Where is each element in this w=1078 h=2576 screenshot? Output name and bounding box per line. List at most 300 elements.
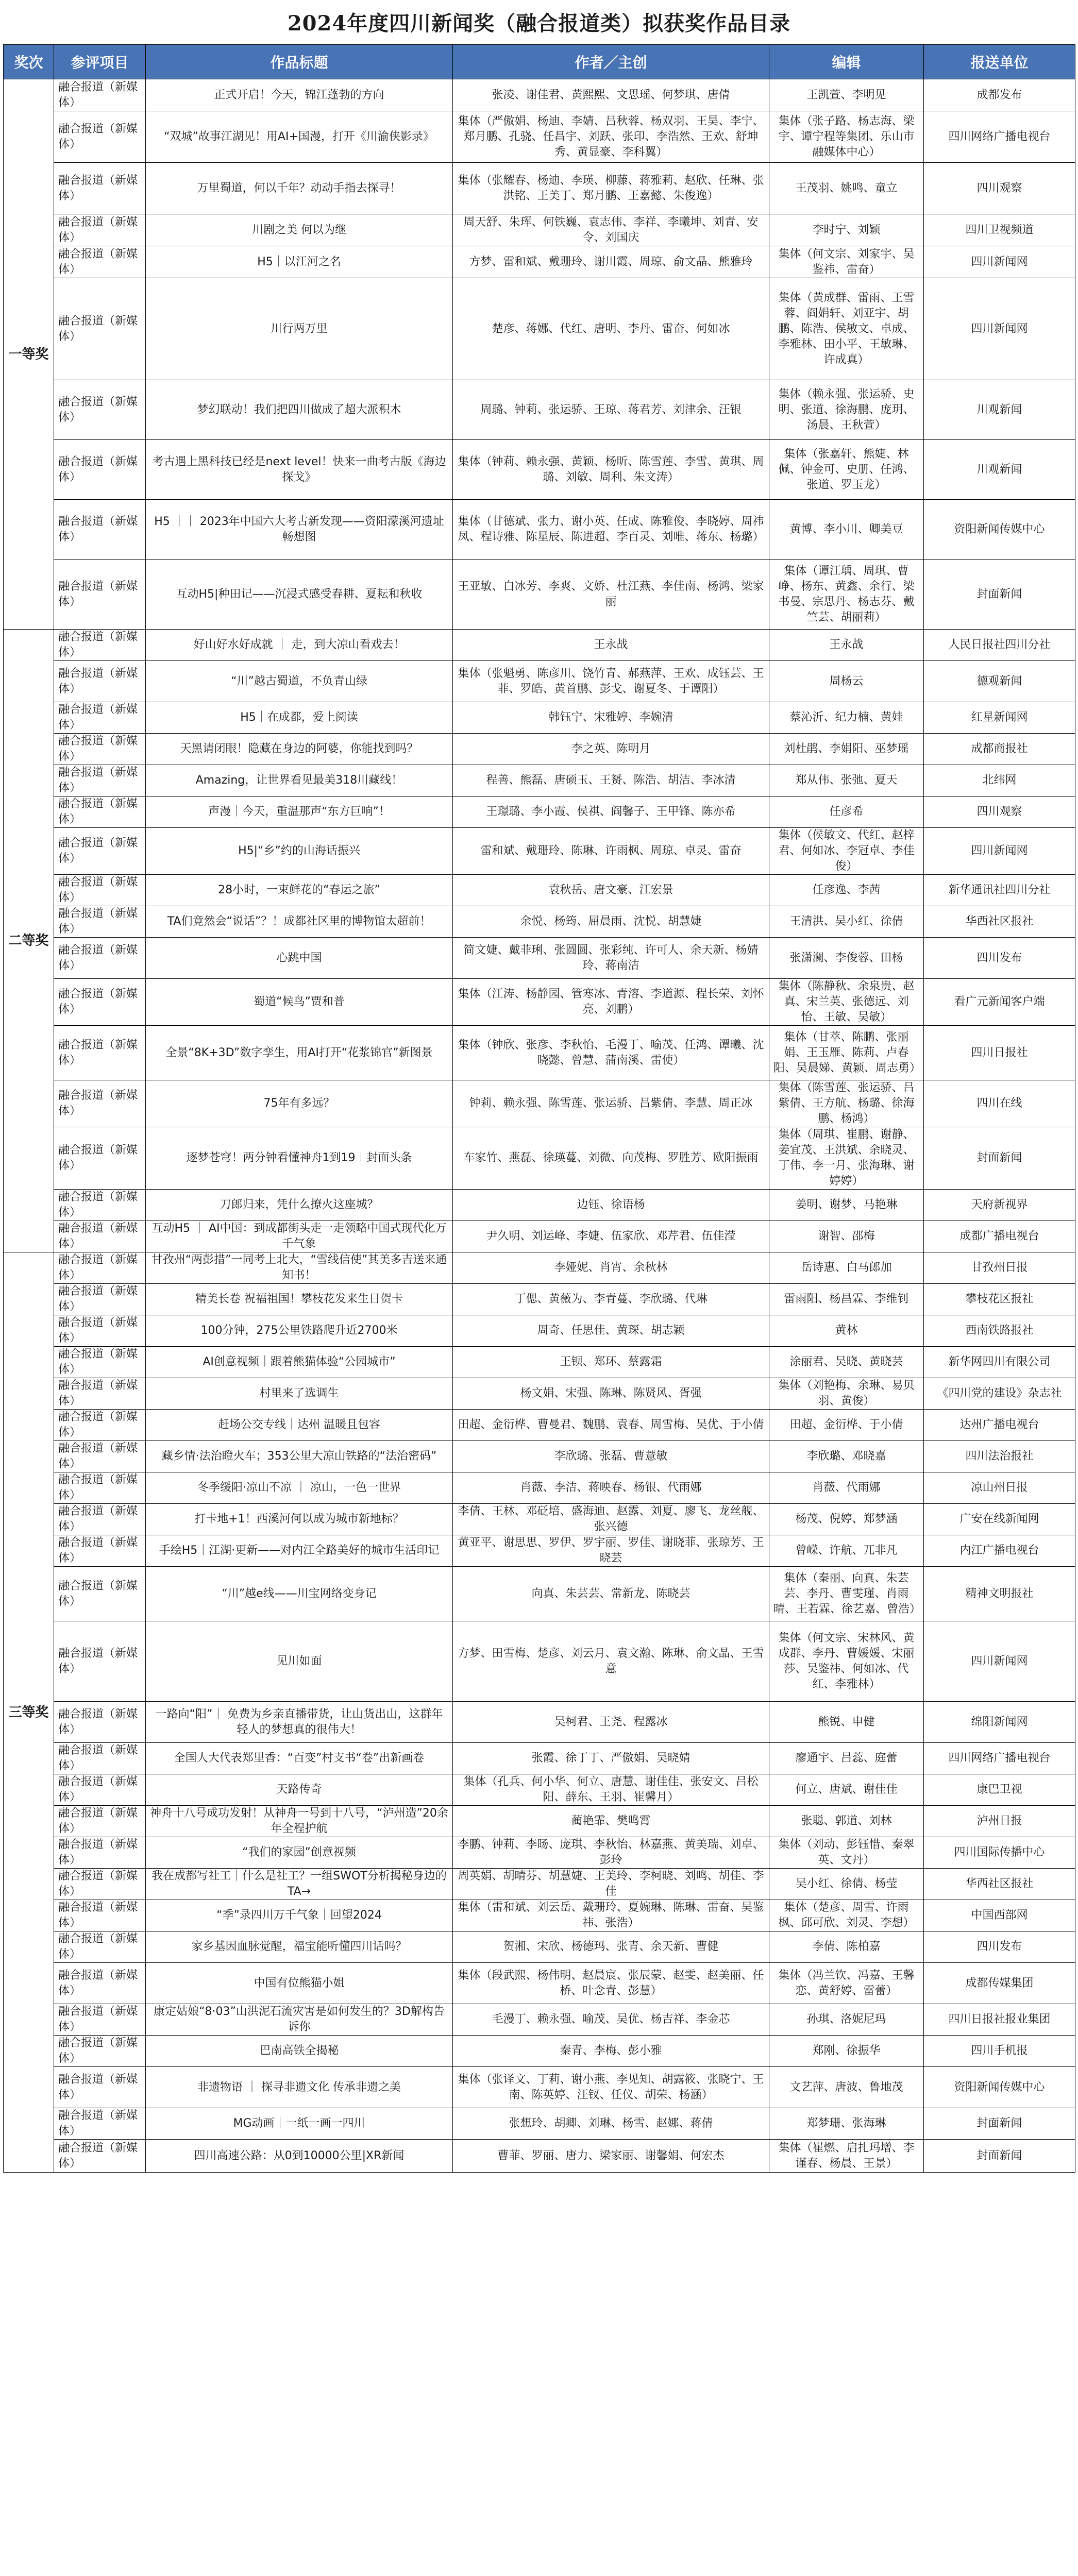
author-cell: 袁秋岳、唐文豪、江宏景 — [453, 875, 769, 906]
title-cell: 手绘H5｜江湖·更新——对内江全路美好的城市生活印记 — [146, 1535, 453, 1567]
table-row — [4, 1774, 1075, 1806]
editor-cell: 张潇澜、李俊蓉、田杨 — [769, 938, 924, 979]
author-cell: 集体（张魁勇、陈彦川、饶竹青、郝燕萍、王欢、成钰芸、王菲、罗皓、黄首鹏、彭戈、谢夏冬、于谭阳） — [453, 661, 769, 702]
unit-cell: 川观新闻 — [924, 440, 1075, 500]
editor-cell: 集体（侯敏文、代红、赵梓君、何如冰、李冠卓、李佳俊） — [769, 828, 924, 875]
category-cell: 融合报道（新媒体） — [54, 1837, 146, 1869]
category-cell: 融合报道（新媒体） — [54, 2140, 146, 2173]
category-cell: 融合报道（新媒体） — [54, 630, 146, 661]
author-cell: 尹久明、刘运峰、李婕、伍家欣、邓芹君、伍佳滢 — [453, 1221, 769, 1252]
category-cell: 融合报道（新媒体） — [54, 1743, 146, 1774]
table-row — [4, 1743, 1075, 1774]
table-row — [4, 1702, 1075, 1743]
unit-cell: 四川手机报 — [924, 2036, 1075, 2067]
category-cell: 融合报道（新媒体） — [54, 214, 146, 246]
editor-cell: 集体（陈静秋、余泉贵、赵真、宋兰英、张德远、刘怡、王敏、吴敏） — [769, 979, 924, 1026]
category-cell: 融合报道（新媒体） — [54, 2004, 146, 2036]
title-cell: MG动画｜一纸一画一四川 — [146, 2108, 453, 2140]
editor-cell: 集体（黄成群、雷雨、王雪蓉、阎娟轩、刘亚宇、胡鹏、陈浩、侯敏文、卓成、李雅林、田小平、王敏琳、许成真） — [769, 278, 924, 380]
editor-cell: 王茂羽、姚鸣、童立 — [769, 163, 924, 214]
category-cell: 融合报道（新媒体） — [54, 278, 146, 380]
table-row — [4, 1284, 1075, 1315]
unit-cell: 攀枝花区报社 — [924, 1284, 1075, 1315]
category-cell: 融合报道（新媒体） — [54, 1410, 146, 1441]
editor-cell: 刘杜鹃、李娟阳、巫梦瑶 — [769, 734, 924, 765]
unit-cell: 四川新闻网 — [924, 278, 1075, 380]
category-cell: 融合报道（新媒体） — [54, 1774, 146, 1806]
table-row — [4, 278, 1075, 380]
title-cell: 逐梦苍穹！两分钟看懂神舟1到19｜封面头条 — [146, 1127, 453, 1190]
title-cell: 万里蜀道，何以千年？动动手指去探寻！ — [146, 163, 453, 214]
unit-cell: 新华网四川有限公司 — [924, 1347, 1075, 1378]
editor-cell: 雷雨阳、杨昌霖、李维钊 — [769, 1284, 924, 1315]
table-row — [4, 875, 1075, 906]
category-cell: 融合报道（新媒体） — [54, 1621, 146, 1702]
author-cell: 曹菲、罗丽、唐力、梁家丽、谢馨娟、何宏杰 — [453, 2140, 769, 2173]
unit-cell: 四川法治报社 — [924, 1441, 1075, 1472]
table-row — [4, 500, 1075, 560]
editor-cell: 郑梦珊、张海琳 — [769, 2108, 924, 2140]
category-cell: 融合报道（新媒体） — [54, 906, 146, 938]
table-row — [4, 2067, 1075, 2108]
title-cell: 四川高速公路：从0到10000公里|XR新闻 — [146, 2140, 453, 2173]
editor-cell: 集体（何文宗、宋林风、黄成群、李丹、曹媛媛、宋丽莎、吴鉴祎、何如冰、代红、李雅林） — [769, 1621, 924, 1702]
author-cell: 车家竹、燕磊、徐瑛蔓、刘微、向茂梅、罗胜芳、欧阳振雨 — [453, 1127, 769, 1190]
award-grade-cell: 一等奖 — [4, 79, 54, 630]
category-cell: 融合报道（新媒体） — [54, 1190, 146, 1221]
category-cell: 融合报道（新媒体） — [54, 1080, 146, 1127]
editor-cell: 姜明、谢梦、马艳琳 — [769, 1190, 924, 1221]
category-cell: 融合报道（新媒体） — [54, 2036, 146, 2067]
author-cell: 韩钰宁、宋雅婷、李婉清 — [453, 702, 769, 734]
unit-cell: 华西社区报社 — [924, 906, 1075, 938]
editor-cell: 王永战 — [769, 630, 924, 661]
author-cell: 王亚敏、白冰芳、李爽、文娇、杜江燕、李佳南、杨鸿、梁家丽 — [453, 560, 769, 630]
unit-cell: 四川观察 — [924, 796, 1075, 828]
unit-cell: 封面新闻 — [924, 2108, 1075, 2140]
header-unit: 报送单位 — [924, 45, 1075, 79]
author-cell: 向真、朱芸芸、常新龙、陈晓芸 — [453, 1567, 769, 1621]
editor-cell: 集体（陈雪莲、张运骄、吕紫倩、王方航、杨璐、徐海鹏、杨鸿） — [769, 1080, 924, 1127]
editor-cell: 郑从伟、张弛、夏天 — [769, 765, 924, 796]
table-row — [4, 661, 1075, 702]
author-cell: 秦青、李梅、彭小雅 — [453, 2036, 769, 2067]
title-cell: H5｜以江河之名 — [146, 246, 453, 278]
table-row — [4, 1026, 1075, 1080]
title-cell: 非遗物语 ｜ 探寻非遗文化 传承非遗之美 — [146, 2067, 453, 2108]
table-row — [4, 163, 1075, 214]
unit-cell: 四川新闻网 — [924, 1621, 1075, 1702]
editor-cell: 曾嵘、许航、兀非凡 — [769, 1535, 924, 1567]
table-row — [4, 1900, 1075, 1931]
title-cell: 75年有多远？ — [146, 1080, 453, 1127]
editor-cell: 任彦希 — [769, 796, 924, 828]
unit-cell: 四川卫视频道 — [924, 214, 1075, 246]
editor-cell: 集体（楚彦、周雪、许雨枫、邱可欣、刘灵、李想） — [769, 1900, 924, 1931]
category-cell: 融合报道（新媒体） — [54, 1221, 146, 1252]
title-cell: 康定姑娘“8·03”山洪泥石流灾害是如何发生的？3D解构告诉你 — [146, 2004, 453, 2036]
unit-cell: 人民日报社四川分社 — [924, 630, 1075, 661]
title-cell: 声漫｜今天，重温那声“东方巨响”！ — [146, 796, 453, 828]
title-cell: 打卡地+1！西溪河何以成为城市新地标？ — [146, 1504, 453, 1535]
category-cell: 融合报道（新媒体） — [54, 440, 146, 500]
author-cell: 吴柯君、王尧、程露冰 — [453, 1702, 769, 1743]
table-row — [4, 630, 1075, 661]
editor-cell: 王凯萱、李明见 — [769, 79, 924, 111]
title-cell: “季”录四川万千气象｜回望2024 — [146, 1900, 453, 1931]
editor-cell: 杨茂、倪婷、郑梦涵 — [769, 1504, 924, 1535]
unit-cell: 精神文明报社 — [924, 1567, 1075, 1621]
editor-cell: 熊锐、申健 — [769, 1702, 924, 1743]
header-category: 参评项目 — [54, 45, 146, 79]
unit-cell: 四川日报社 — [924, 1026, 1075, 1080]
title-cell: 好山好水好成就 ｜ 走，到大凉山看戏去！ — [146, 630, 453, 661]
table-row — [4, 1535, 1075, 1567]
header-grade: 奖次 — [4, 45, 54, 79]
unit-cell: 《四川党的建设》杂志社 — [924, 1378, 1075, 1410]
table-row — [4, 1472, 1075, 1504]
unit-cell: 四川观察 — [924, 163, 1075, 214]
table-row — [4, 1347, 1075, 1378]
unit-cell: 四川发布 — [924, 1931, 1075, 1963]
author-cell: 李鹏、钟莉、李旸、庞琪、李秋怡、林嘉燕、黄美瑞、刘卓、彭玲 — [453, 1837, 769, 1869]
author-cell: 集体（江涛、杨静园、管寒冰、青溶、李道源、程长荣、刘怀亮、刘鹏） — [453, 979, 769, 1026]
unit-cell: 广安在线新闻网 — [924, 1504, 1075, 1535]
editor-cell: 张聪、郭道、刘林 — [769, 1806, 924, 1837]
table-row — [4, 1252, 1075, 1284]
category-cell: 融合报道（新媒体） — [54, 1702, 146, 1743]
author-cell: 毛漫丁、赖永强、喻茂、吴优、杨吉祥、李金芯 — [453, 2004, 769, 2036]
category-cell: 融合报道（新媒体） — [54, 1026, 146, 1080]
title-cell: 见川如面 — [146, 1621, 453, 1702]
editor-cell: 集体（张嘉轩、熊婕、林佩、钟金可、史册、任鸿、张道、罗玉龙） — [769, 440, 924, 500]
table-row — [4, 1378, 1075, 1410]
editor-cell: 集体（何文宗、刘家宇、吴鉴祎、雷奋） — [769, 246, 924, 278]
title-cell: 梦幻联动！我们把四川做成了超大派积木 — [146, 380, 453, 440]
editor-cell: 李倩、陈柏嘉 — [769, 1931, 924, 1963]
editor-cell: 集体（秦丽、向真、朱芸芸、李丹、曹雯瑾、肖雨晴、王若霖、徐艺嘉、曾浩） — [769, 1567, 924, 1621]
category-cell: 融合报道（新媒体） — [54, 734, 146, 765]
category-cell: 融合报道（新媒体） — [54, 1931, 146, 1963]
editor-cell: 集体（张子路、杨志海、梁宇、谭宁程等集团、乐山市融媒体中心） — [769, 111, 924, 163]
unit-cell: 康巴卫视 — [924, 1774, 1075, 1806]
author-cell: 丁偲、黄薇为、李青蔓、李欣璐、代琳 — [453, 1284, 769, 1315]
category-cell: 融合报道（新媒体） — [54, 765, 146, 796]
header-title: 作品标题 — [146, 45, 453, 79]
author-cell: 余悦、杨筠、屈晨雨、沈悦、胡慧婕 — [453, 906, 769, 938]
title-cell: 家乡基因血脉觉醒，福宝能听懂四川话吗？ — [146, 1931, 453, 1963]
editor-cell: 岳诗惠、白马郎加 — [769, 1252, 924, 1284]
editor-cell: 文艺萍、唐波、鲁地茂 — [769, 2067, 924, 2108]
title-cell: 川剧之美 何以为继 — [146, 214, 453, 246]
table-row — [4, 2108, 1075, 2140]
author-cell: 集体（严傲娟、杨迪、李婧、吕秋蓉、杨双羽、王昊、李宁、郑月鹏、孔骁、任昌宇、刘跃、张印、李浩然、王欢、舒坤秀、黄显豪、李科翼） — [453, 111, 769, 163]
editor-cell: 任彦逸、李茜 — [769, 875, 924, 906]
category-cell: 融合报道（新媒体） — [54, 163, 146, 214]
table-row — [4, 734, 1075, 765]
title-cell: “双城”故事江湖见！用AI+国漫，打开《川渝侠影录》 — [146, 111, 453, 163]
author-cell: 张凌、谢佳君、黄熙熙、文思瑶、何梦琪、唐倩 — [453, 79, 769, 111]
title-cell: 全景“8K+3D”数字孪生，用AI打开“花浆锦官”新图景 — [146, 1026, 453, 1080]
category-cell: 融合报道（新媒体） — [54, 1900, 146, 1931]
title-cell: 川行两万里 — [146, 278, 453, 380]
table-row — [4, 796, 1075, 828]
unit-cell: 甘孜州日报 — [924, 1252, 1075, 1284]
editor-cell: 孙琪、洛妮尼玛 — [769, 2004, 924, 2036]
title-cell: 100分钟，275公里铁路爬升近2700米 — [146, 1315, 453, 1347]
table-row — [4, 1869, 1075, 1900]
category-cell: 融合报道（新媒体） — [54, 79, 146, 111]
table-row — [4, 440, 1075, 500]
category-cell: 融合报道（新媒体） — [54, 1504, 146, 1535]
unit-cell: 成都商报社 — [924, 734, 1075, 765]
title-cell: 一路向“阳”｜ 免费为乡亲直播带货，让山货出山，这群年轻人的梦想真的很伟大！ — [146, 1702, 453, 1743]
title-cell: H5|“乡”约的山海话振兴 — [146, 828, 453, 875]
category-cell: 融合报道（新媒体） — [54, 661, 146, 702]
title-cell: 甘孜州“两彭措”一同考上北大，“雪线信使”其美多吉送来通知书！ — [146, 1252, 453, 1284]
author-cell: 集体（段武熙、杨伟明、赵晨宸、张辰蒙、赵雯、赵美丽、任桥、叶念青、彭慧） — [453, 1963, 769, 2004]
unit-cell: 泸州日报 — [924, 1806, 1075, 1837]
author-cell: 贺湘、宋欣、杨德玛、张青、余天新、曹健 — [453, 1931, 769, 1963]
table-row — [4, 979, 1075, 1026]
unit-cell: 天府新视界 — [924, 1190, 1075, 1221]
unit-cell: 华西社区报社 — [924, 1869, 1075, 1900]
author-cell: 蔺艳霏、樊鸣霄 — [453, 1806, 769, 1837]
editor-cell: 王清洪、吴小红、徐倩 — [769, 906, 924, 938]
table-row — [4, 1315, 1075, 1347]
table-row — [4, 214, 1075, 246]
title-cell: 神舟十八号成功发射！从神舟一号到十八号，“泸州造”20余年全程护航 — [146, 1806, 453, 1837]
award-grade-cell: 三等奖 — [4, 1252, 54, 2173]
unit-cell: 新华通讯社四川分社 — [924, 875, 1075, 906]
author-cell: 周奇、任思佳、黄琛、胡志颖 — [453, 1315, 769, 1347]
header-author: 作者／主创 — [453, 45, 769, 79]
unit-cell: 绵阳新闻网 — [924, 1702, 1075, 1743]
unit-cell: 中国西部网 — [924, 1900, 1075, 1931]
title-cell: 互动H5|种田记——沉浸式感受春耕、夏耘和秋收 — [146, 560, 453, 630]
author-cell: 李倩、王林、邓砭培、盛海迪、赵露、刘夏、廖飞、龙丝舰、张兴德 — [453, 1504, 769, 1535]
table-row — [4, 1221, 1075, 1252]
category-cell: 融合报道（新媒体） — [54, 938, 146, 979]
table-row — [4, 906, 1075, 938]
author-cell: 李欣璐、张磊、曹薏敏 — [453, 1441, 769, 1472]
unit-cell: 四川网络广播电视台 — [924, 111, 1075, 163]
author-cell: 周天舒、朱珲、何铁巍、袁志伟、李祥、李曦坤、刘青、安令、刘国庆 — [453, 214, 769, 246]
page-title: 2024年度四川新闻奖（融合报道类）拟获奖作品目录 — [287, 11, 791, 36]
category-cell: 融合报道（新媒体） — [54, 560, 146, 630]
editor-cell: 集体（甘萃、陈鹏、张丽娟、王玉雁、陈莉、卢春阳、吴晨娣、黄颖、周志勇） — [769, 1026, 924, 1080]
unit-cell: 川观新闻 — [924, 380, 1075, 440]
category-cell: 融合报道（新媒体） — [54, 1441, 146, 1472]
unit-cell: 成都广播电视台 — [924, 1221, 1075, 1252]
title-cell: “我们的家园”创意视频 — [146, 1837, 453, 1869]
table-row — [4, 938, 1075, 979]
unit-cell: 四川国际传播中心 — [924, 1837, 1075, 1869]
author-cell: 集体（钟莉、赖永强、黄颖、杨昕、陈雪莲、李雪、黄琪、周璐、刘敏、周利、朱文涛） — [453, 440, 769, 500]
unit-cell: 封面新闻 — [924, 2140, 1075, 2173]
unit-cell: 四川在线 — [924, 1080, 1075, 1127]
table-row — [4, 1963, 1075, 2004]
title-cell: 村里来了选调生 — [146, 1378, 453, 1410]
category-cell: 融合报道（新媒体） — [54, 2067, 146, 2108]
author-cell: 张霞、徐丁丁、严傲娟、吴晓婧 — [453, 1743, 769, 1774]
title-cell: 正式开启！今天，锦江蓬勃的方向 — [146, 79, 453, 111]
author-cell: 集体（张译文、丁莉、谢小燕、李见知、胡露筱、张晓宁、王南、陈英婷、汪钗、任仪、胡荣、杨涵） — [453, 2067, 769, 2108]
editor-cell: 黄博、李小川、卿美豆 — [769, 500, 924, 560]
title-cell: Amazing，让世界看见最美318川藏线！ — [146, 765, 453, 796]
title-cell: 天黑请闭眼！隐藏在身边的阿婆，你能找到吗？ — [146, 734, 453, 765]
category-cell: 融合报道（新媒体） — [54, 1806, 146, 1837]
unit-cell: 看广元新闻客户端 — [924, 979, 1075, 1026]
editor-cell: 集体（刘艳梅、余琳、易贝羽、黄俊） — [769, 1378, 924, 1410]
title-cell: 冬季缓阳·凉山不凉 ｜ 凉山，一色一世界 — [146, 1472, 453, 1504]
unit-cell: 西南铁路报社 — [924, 1315, 1075, 1347]
title-cell: 精美长卷 祝福祖国！攀枝花发来生日贺卡 — [146, 1284, 453, 1315]
table-row — [4, 1931, 1075, 1963]
table-row — [4, 765, 1075, 796]
editor-cell: 何立、唐斌、谢佳佳 — [769, 1774, 924, 1806]
unit-cell: 资阳新闻传媒中心 — [924, 2067, 1075, 2108]
editor-cell: 郑刚、徐振华 — [769, 2036, 924, 2067]
unit-cell: 内江广播电视台 — [924, 1535, 1075, 1567]
title-cell: 蜀道“候鸟”贾和普 — [146, 979, 453, 1026]
category-cell: 融合报道（新媒体） — [54, 1252, 146, 1284]
award-grade-cell: 二等奖 — [4, 630, 54, 1252]
editor-cell: 涂丽君、吴晓、黄晓芸 — [769, 1347, 924, 1378]
table-row — [4, 246, 1075, 278]
table-header-row — [4, 45, 1075, 79]
editor-cell: 集体（周琪、崔鹏、谢静、姜宜茂、王洪斌、余晓灵、丁伟、李一月、张海琳、谢婷婷） — [769, 1127, 924, 1190]
unit-cell: 四川发布 — [924, 938, 1075, 979]
category-cell: 融合报道（新媒体） — [54, 1347, 146, 1378]
author-cell: 周璐、钟莉、张运骄、王琼、蒋君芳、刘津余、汪银 — [453, 380, 769, 440]
category-cell: 融合报道（新媒体） — [54, 1127, 146, 1190]
author-cell: 李之英、陈明月 — [453, 734, 769, 765]
title-cell: TA们竟然会“说话”？！成都社区里的博物馆太超前！ — [146, 906, 453, 938]
title-cell: “川”越e线——川宝网络变身记 — [146, 1567, 453, 1621]
author-cell: 张想玲、胡卿、刘琳、杨雪、赵娜、蒋倩 — [453, 2108, 769, 2140]
editor-cell: 李欣璐、邓晓嘉 — [769, 1441, 924, 1472]
editor-cell: 黄林 — [769, 1315, 924, 1347]
title-cell: 我在成都写社工｜什么是社工？一组SWOT分析揭秘身边的TA→ — [146, 1869, 453, 1900]
title-cell: H5｜在成都，爱上阅读 — [146, 702, 453, 734]
author-cell: 集体（钟欣、张彦、李秋怡、毛漫丁、喻茂、任鸿、谭曦、沈晓懿、曾慧、蒲南溪、雷使） — [453, 1026, 769, 1080]
title-cell: 中国有位熊猫小姐 — [146, 1963, 453, 2004]
author-cell: 雷和斌、戴珊玲、陈琳、许雨枫、周琼、卓灵、雷奋 — [453, 828, 769, 875]
author-cell: 杨文娟、宋强、陈琳、陈贤风、胥强 — [453, 1378, 769, 1410]
unit-cell: 封面新闻 — [924, 1127, 1075, 1190]
category-cell: 融合报道（新媒体） — [54, 500, 146, 560]
table-row — [4, 2036, 1075, 2067]
author-cell: 黄亚平、谢思思、罗伊、罗宇丽、罗佳、谢晓菲、张琼芳、王晓芸 — [453, 1535, 769, 1567]
unit-cell: 四川新闻网 — [924, 828, 1075, 875]
title-cell: H5 ｜｜ 2023年中国六大考古新发现——资阳濛溪河遗址畅想图 — [146, 500, 453, 560]
table-row — [4, 380, 1075, 440]
editor-cell: 集体（赖永强、张运骄、史明、张道、徐海鹏、庞玥、汤晨、王秋萱） — [769, 380, 924, 440]
table-row — [4, 1190, 1075, 1221]
category-cell: 融合报道（新媒体） — [54, 828, 146, 875]
title-cell: “川”越古蜀道，不负青山绿 — [146, 661, 453, 702]
title-cell: 巴南高铁全揭秘 — [146, 2036, 453, 2067]
author-cell: 方梦、雷和斌、戴珊玲、谢川霞、周琼、俞文晶、熊雅玲 — [453, 246, 769, 278]
author-cell: 集体（张耀春、杨迪、李瑛、柳藤、蒋雅莉、赵欣、任琳、张洪铭、王美丁、郑月鹏、王嘉懿、朱俊逸） — [453, 163, 769, 214]
category-cell: 融合报道（新媒体） — [54, 702, 146, 734]
author-cell: 钟莉、赖永强、陈雪莲、张运骄、吕紫倩、李慧、周正冰 — [453, 1080, 769, 1127]
title-cell: 互动H5 ｜ AI中国：到成都街头走一走领略中国式现代化万千气象 — [146, 1221, 453, 1252]
title-cell: 赶场公交专线｜达州 温暖且包容 — [146, 1410, 453, 1441]
author-cell: 集体（甘德斌、张力、谢小英、任成、陈雅俊、李晓婷、周祎凤、程诗雅、陈星辰、陈进超、李百灵、刘唯、蒋东、杨璐） — [453, 500, 769, 560]
category-cell: 融合报道（新媒体） — [54, 1963, 146, 2004]
author-cell: 王钡、郑环、蔡露霜 — [453, 1347, 769, 1378]
table-body — [4, 79, 1075, 2173]
table-row — [4, 1806, 1075, 1837]
award-table — [3, 44, 1075, 2173]
category-cell: 融合报道（新媒体） — [54, 1567, 146, 1621]
category-cell: 融合报道（新媒体） — [54, 1378, 146, 1410]
unit-cell: 四川网络广播电视台 — [924, 1743, 1075, 1774]
editor-cell: 谢智、邵梅 — [769, 1221, 924, 1252]
author-cell: 王永战 — [453, 630, 769, 661]
category-cell: 融合报道（新媒体） — [54, 1315, 146, 1347]
table-row — [4, 2004, 1075, 2036]
category-cell: 融合报道（新媒体） — [54, 796, 146, 828]
author-cell: 周英娟、胡晴芬、胡慧婕、王美玲、李柯晓、刘鸣、胡佳、李佳 — [453, 1869, 769, 1900]
category-cell: 融合报道（新媒体） — [54, 380, 146, 440]
table-row — [4, 1504, 1075, 1535]
author-cell: 边钰、徐语杨 — [453, 1190, 769, 1221]
category-cell: 融合报道（新媒体） — [54, 1535, 146, 1567]
table-row — [4, 828, 1075, 875]
unit-cell: 德观新闻 — [924, 661, 1075, 702]
category-cell: 融合报道（新媒体） — [54, 246, 146, 278]
title-cell: 心跳中国 — [146, 938, 453, 979]
title-cell: 考古遇上黑科技已经是next level！快来一曲考古版《海边探戈》 — [146, 440, 453, 500]
category-cell: 融合报道（新媒体） — [54, 1472, 146, 1504]
category-cell: 融合报道（新媒体） — [54, 2108, 146, 2140]
unit-cell: 四川新闻网 — [924, 246, 1075, 278]
table-row — [4, 702, 1075, 734]
unit-cell: 凉山州日报 — [924, 1472, 1075, 1504]
unit-cell: 成都传媒集团 — [924, 1963, 1075, 2004]
title-cell: 藏乡情·法治瞪火车；353公里大凉山铁路的“法治密码” — [146, 1441, 453, 1472]
author-cell: 田超、金衍桦、曹曼君、魏鹏、袁春、周雪梅、吴优、于小倩 — [453, 1410, 769, 1441]
table-row — [4, 1410, 1075, 1441]
title-cell: 全国人大代表郑里香：“百变”村支书“卷”出新画卷 — [146, 1743, 453, 1774]
category-cell: 融合报道（新媒体） — [54, 1869, 146, 1900]
author-cell: 王璟璐、李小霞、侯祺、阎馨子、王甲锋、陈亦希 — [453, 796, 769, 828]
table-row — [4, 1441, 1075, 1472]
author-cell: 肖薇、李洁、蒋映春、杨银、代雨娜 — [453, 1472, 769, 1504]
author-cell: 李娅妮、肖宵、余秋林 — [453, 1252, 769, 1284]
editor-cell: 集体（冯兰钦、冯嘉、王馨恋、黄舒婷、雷蕾） — [769, 1963, 924, 2004]
table-row — [4, 1621, 1075, 1702]
unit-cell: 四川日报社报业集团 — [924, 2004, 1075, 2036]
editor-cell: 吴小红、徐倩、杨莹 — [769, 1869, 924, 1900]
editor-cell: 李时宁、刘颖 — [769, 214, 924, 246]
table-row — [4, 111, 1075, 163]
unit-cell: 达州广播电视台 — [924, 1410, 1075, 1441]
author-cell: 楚彦、蒋娜、代红、唐明、李丹、雷奋、何如冰 — [453, 278, 769, 380]
author-cell: 简文婕、戴菲琍、张圆圆、张彩纯、许可人、余天新、杨婧玲、蒋南洁 — [453, 938, 769, 979]
editor-cell: 集体（刘动、彭钰惜、秦翠英、文丹） — [769, 1837, 924, 1869]
author-cell: 方梦、田雪梅、楚彦、刘云月、袁文瀚、陈琳、俞文晶、王雪意 — [453, 1621, 769, 1702]
title-cell: 刀郎归来，凭什么撩火这座城？ — [146, 1190, 453, 1221]
editor-cell: 田超、金衍桦、于小倩 — [769, 1410, 924, 1441]
editor-cell: 廖通宇、吕蕊、庭蕾 — [769, 1743, 924, 1774]
unit-cell: 资阳新闻传媒中心 — [924, 500, 1075, 560]
table-row — [4, 2140, 1075, 2173]
table-row — [4, 1567, 1075, 1621]
